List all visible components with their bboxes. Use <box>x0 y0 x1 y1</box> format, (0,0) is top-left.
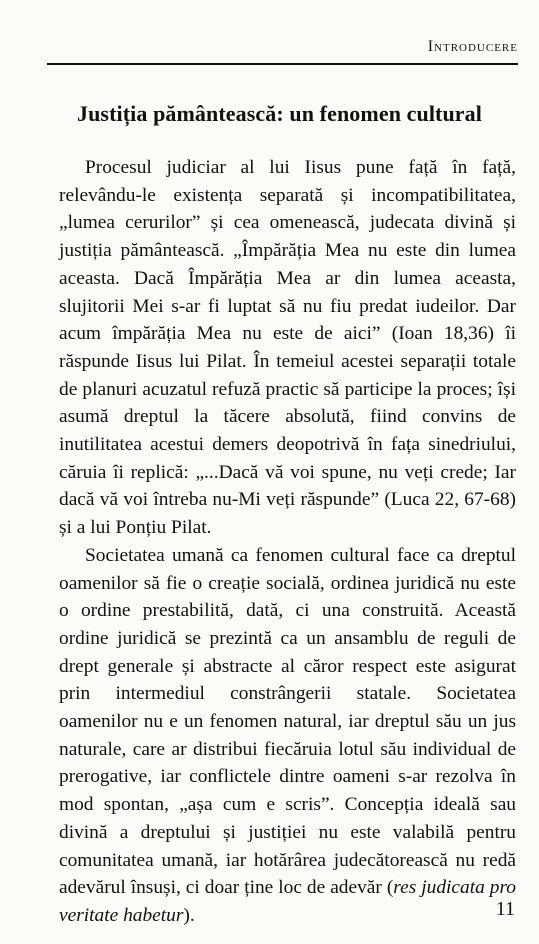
running-head: Introducere <box>427 38 518 55</box>
page-number: 11 <box>495 898 515 920</box>
body-text <box>59 154 516 930</box>
section-title: Justiția pământească: un fenomen cultural <box>77 101 482 126</box>
paragraph-1: Procesul judiciar al lui Iisus pune față în față, relevându-le existența separată și incompatibilitatea, „lumea cerurilor” și cea omenească, judecata divină și justiția pământească. „Împărăția Mea nu este din lumea aceasta. Dacă Împărăția Mea ar din lumea aceasta, slujitorii Mei s-ar fi luptat să nu fiu predat iudeilor. Dar acum împărăția Mea nu este de aici” (Ioan 18,36) îi răspunde Iisus lui Pilat. În temeiul acestei separații totale de planuri acuzatul refuză practic să participe la proces; își asumă dreptul la tăcere absolută, fiind convins de inutilitatea acestui demers deopotrivă în fața sinedriului, căruia îi replică: „...Dacă vă voi spune, nu veți crede; Iar dacă vă voi întreba nu-Mi veți răspunde” (Luca 22, 67-68) și a lui Ponțiu Pilat. <box>59 157 516 539</box>
header-rule <box>47 63 518 65</box>
paragraph-2-main: Societatea umană ca fenomen cultural face ca dreptul oamenilor să fie o creație socială, ordinea juridică nu este o ordine prestabilită, dată, ci una construită. Această ordine juridică se prezintă ca un ansamblu de reguli de drept generale și abstracte al căror respect este asigurat prin intermediul constrângerii statale. Societatea oamenilor nu e un fenomen natural, iar dreptul său un jus naturale, care ar distribui fiecăruia lotul său individual de prerogative, iar conflictele dintre oameni s-ar rezolva în mod spontan, „așa cum e scris”. Concepția ideală sau divină a dreptului și justiției nu este valabilă pentru comunitatea umană, iar hotărârea judecătorească nu redă adevărul însuși, ci doar ține loc de adevăr ( <box>59 544 516 899</box>
latin-phrase: res judicata pro veritate habetur <box>59 877 516 926</box>
paragraph-2 <box>59 542 516 930</box>
paragraph-2-end: ). <box>183 904 195 926</box>
